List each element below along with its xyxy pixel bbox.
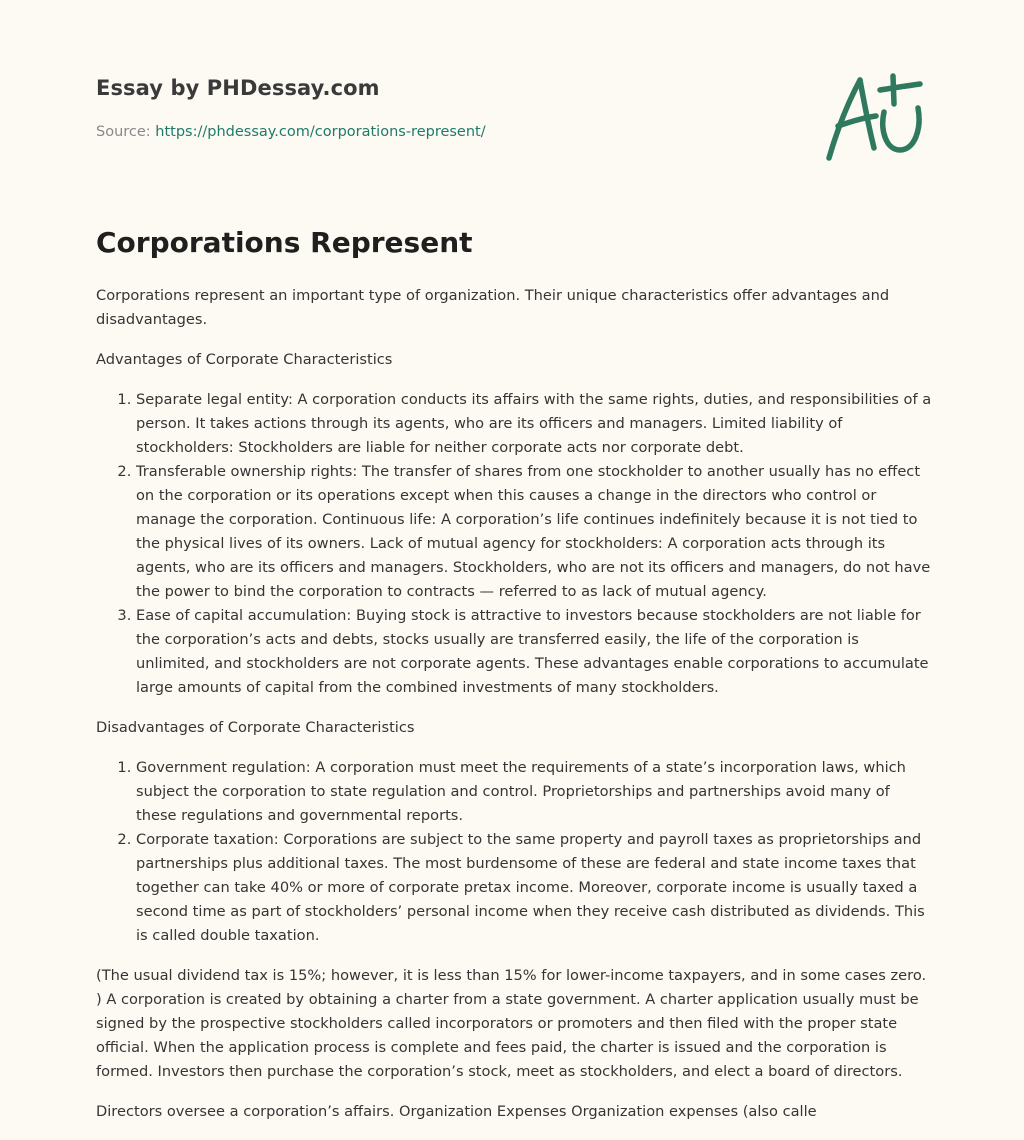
disadvantages-heading: Disadvantages of Corporate Characteristics xyxy=(96,719,415,736)
source-link[interactable]: https://phdessay.com/corporations-represent/ xyxy=(155,124,486,140)
list-item: 2. Corporate taxation: Corporations are subject to the same property and payroll taxes as proprietorships and partnerships plus additional taxes. The most burdensome of these are federal and state income taxes that together can take 40% or more of corporate pretax income. Moreover, corporate income is usually taxed a second time as part of stockholders’ personal income when they receive cash distributed as dividends. This is called double taxation. xyxy=(136,828,932,948)
page-title: Corporations Represent xyxy=(96,226,473,259)
advantages-list xyxy=(96,388,932,700)
site-brand: Essay by PHDessay.com xyxy=(96,76,380,100)
article-body xyxy=(96,284,932,1140)
disadvantages-list xyxy=(96,756,932,948)
a-plus-logo-icon xyxy=(822,68,928,164)
tax-paragraph: (The usual dividend tax is 15%; however, it is less than 15% for lower-income taxpayers, and in some cases zero. ) A corporation is created by obtaining a charter from a state government. A charter application usually must be signed by the prospective stockholders called incorporators or promoters and then filed with the proper state official. When the application process is complete and fees paid, the charter is issued and the corporation is formed. Investors then purchase the corporation’s stock, meet as stockholders, and elect a board of directors. xyxy=(96,967,927,1080)
list-item: 2. Transferable ownership rights: The transfer of shares from one stockholder to another usually has no effect on the corporation or its operations except when this causes a change in the directors who control or manage the corporation. Continuous life: A corporation’s life continues indefinitely because it is not tied to the physical lives of its owners. Lack of mutual agency for stockholders: A corporation acts through its agents, who are its officers and managers. Stockholders, who are not its officers and managers, do not have the power to bind the corporation to contracts — referred to as lack of mutual agency. xyxy=(136,460,932,604)
source-line xyxy=(96,124,486,140)
directors-paragraph: Directors oversee a corporation’s affairs. Organization Expenses Organization expenses (also calle xyxy=(96,1103,817,1120)
intro-paragraph: Corporations represent an important type of organization. Their unique characteristics offer advantages and disadvantages. xyxy=(96,287,890,328)
list-item: 1. Government regulation: A corporation must meet the requirements of a state’s incorporation laws, which subject the corporation to state regulation and control. Proprietorships and partnerships avoid many of these regulations and governmental reports. xyxy=(136,756,932,828)
list-item: 1. Separate legal entity: A corporation conducts its affairs with the same rights, duties, and responsibilities of a person. It takes actions through its agents, who are its officers and managers. Limited liability of stockholders: Stockholders are liable for neither corporate acts nor corporate debt. xyxy=(136,388,932,460)
source-label: Source: xyxy=(96,124,151,140)
list-item: 3. Ease of capital accumulation: Buying stock is attractive to investors because stockholders are not liable for the corporation’s acts and debts, stocks usually are transferred easily, the life of the corporation is unlimited, and stockholders are not corporate agents. These advantages enable corporations to accumulate large amounts of capital from the combined investments of many stockholders. xyxy=(136,604,932,700)
advantages-heading: Advantages of Corporate Characteristics xyxy=(96,351,393,368)
